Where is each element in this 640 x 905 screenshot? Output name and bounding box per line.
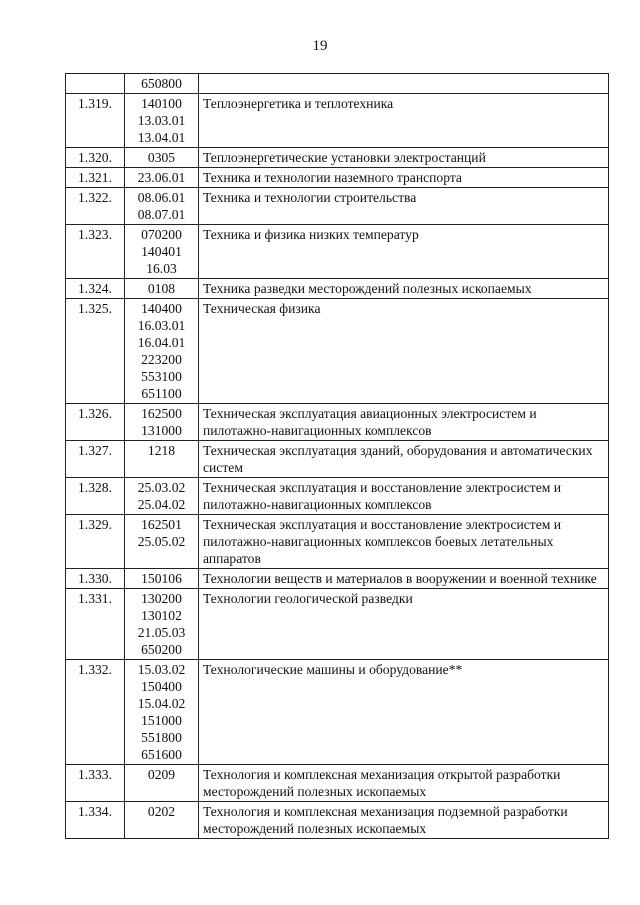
row-codes bbox=[125, 478, 199, 515]
specialty-code: 651600 bbox=[141, 747, 182, 762]
table-row bbox=[66, 404, 609, 441]
specialty-code: 162501 bbox=[141, 517, 182, 532]
table-row bbox=[66, 441, 609, 478]
row-codes bbox=[125, 299, 199, 404]
specialty-name: Технологические машины и оборудование** bbox=[199, 660, 609, 765]
row-number: 1.328. bbox=[66, 478, 125, 515]
specialty-code: 070200 bbox=[141, 227, 182, 242]
specialty-code: 13.04.01 bbox=[137, 130, 186, 145]
specialty-code: 16.03 bbox=[146, 261, 177, 276]
row-codes bbox=[125, 279, 199, 299]
row-number: 1.334. bbox=[66, 802, 125, 839]
specialty-code: 13.03.01 bbox=[137, 113, 186, 128]
row-number bbox=[66, 74, 125, 94]
row-number: 1.327. bbox=[66, 441, 125, 478]
row-codes bbox=[125, 589, 199, 660]
specialty-code: 553100 bbox=[141, 369, 182, 384]
specialty-code: 16.04.01 bbox=[137, 335, 186, 350]
specialty-code: 140400 bbox=[141, 301, 182, 316]
row-number: 1.324. bbox=[66, 279, 125, 299]
row-codes bbox=[125, 569, 199, 589]
row-number: 1.322. bbox=[66, 188, 125, 225]
table-row bbox=[66, 299, 609, 404]
row-codes bbox=[125, 148, 199, 168]
row-number: 1.332. bbox=[66, 660, 125, 765]
table-row bbox=[66, 188, 609, 225]
row-number: 1.323. bbox=[66, 225, 125, 279]
page-number: 19 bbox=[312, 38, 328, 54]
specialty-code: 150106 bbox=[141, 571, 182, 586]
row-number: 1.331. bbox=[66, 589, 125, 660]
specialty-name: Техника разведки месторождений полезных ископаемых bbox=[199, 279, 609, 299]
row-number: 1.333. bbox=[66, 765, 125, 802]
specialty-name: Техническая эксплуатация и восстановление электросистем и пилотажно-навигационных комплексов bbox=[199, 478, 609, 515]
row-codes bbox=[125, 404, 199, 441]
specialty-code: 140401 bbox=[141, 244, 182, 259]
specialty-name: Техника и физика низких температур bbox=[199, 225, 609, 279]
specialty-code: 130200 bbox=[141, 591, 182, 606]
row-codes bbox=[125, 188, 199, 225]
table-row bbox=[66, 589, 609, 660]
specialties-table bbox=[65, 73, 609, 839]
specialty-code: 131000 bbox=[141, 423, 182, 438]
table-row bbox=[66, 148, 609, 168]
specialty-code: 1218 bbox=[147, 443, 176, 458]
specialty-name: Техника и технологии строительства bbox=[199, 188, 609, 225]
row-number: 1.329. bbox=[66, 515, 125, 569]
table-row bbox=[66, 515, 609, 569]
table-row bbox=[66, 802, 609, 839]
specialty-name: Технологии веществ и материалов в вооружении и военной технике bbox=[199, 569, 609, 589]
table-row bbox=[66, 765, 609, 802]
specialty-code: 650800 bbox=[141, 76, 182, 91]
specialty-code: 130102 bbox=[141, 608, 182, 623]
specialty-code: 25.05.02 bbox=[137, 534, 186, 549]
specialty-name: Техническая эксплуатация и восстановление электросистем и пилотажно-навигационных комплексов боевых летательных аппаратов bbox=[199, 515, 609, 569]
specialty-code: 223200 bbox=[141, 352, 182, 367]
specialty-code: 0108 bbox=[147, 281, 176, 296]
row-number: 1.325. bbox=[66, 299, 125, 404]
specialty-code: 25.04.02 bbox=[137, 497, 186, 512]
table-row bbox=[66, 569, 609, 589]
row-codes bbox=[125, 441, 199, 478]
row-codes bbox=[125, 802, 199, 839]
specialty-code: 551800 bbox=[141, 730, 182, 745]
table-row bbox=[66, 660, 609, 765]
row-codes bbox=[125, 660, 199, 765]
specialty-code: 140100 bbox=[141, 96, 182, 111]
table-row bbox=[66, 225, 609, 279]
table-row bbox=[66, 168, 609, 188]
specialty-name: Теплоэнергетика и теплотехника bbox=[199, 94, 609, 148]
specialty-code: 15.03.02 bbox=[137, 662, 186, 677]
specialty-code: 151000 bbox=[141, 713, 182, 728]
specialty-name: Техническая эксплуатация авиационных электросистем и пилотажно-навигационных комплексов bbox=[199, 404, 609, 441]
row-codes bbox=[125, 94, 199, 148]
table-row bbox=[66, 478, 609, 515]
specialty-code: 25.03.02 bbox=[137, 480, 186, 495]
specialty-name: Теплоэнергетические установки электростанций bbox=[199, 148, 609, 168]
specialty-code: 0209 bbox=[147, 767, 176, 782]
row-codes bbox=[125, 765, 199, 802]
specialty-code: 15.04.02 bbox=[137, 696, 186, 711]
specialty-code: 08.06.01 bbox=[137, 190, 186, 205]
specialty-name: Техническая эксплуатация зданий, оборудования и автоматических систем bbox=[199, 441, 609, 478]
specialty-name: Технология и комплексная механизация подземной разработки месторождений полезных ископаемых bbox=[199, 802, 609, 839]
table-body bbox=[66, 74, 609, 839]
row-number: 1.320. bbox=[66, 148, 125, 168]
row-codes bbox=[125, 515, 199, 569]
row-number: 1.330. bbox=[66, 569, 125, 589]
row-number: 1.326. bbox=[66, 404, 125, 441]
specialty-name: Технологии геологической разведки bbox=[199, 589, 609, 660]
specialty-name: Технология и комплексная механизация открытой разработки месторождений полезных ископаемых bbox=[199, 765, 609, 802]
specialty-code: 21.05.03 bbox=[137, 625, 186, 640]
table-row bbox=[66, 94, 609, 148]
specialty-code: 150400 bbox=[141, 679, 182, 694]
row-codes bbox=[125, 168, 199, 188]
specialty-name: Техническая физика bbox=[199, 299, 609, 404]
specialty-code: 23.06.01 bbox=[137, 170, 186, 185]
table-row bbox=[66, 74, 609, 94]
specialty-code: 0305 bbox=[147, 150, 176, 165]
specialty-code: 08.07.01 bbox=[137, 207, 186, 222]
specialty-name: Техника и технологии наземного транспорта bbox=[199, 168, 609, 188]
specialty-code: 651100 bbox=[141, 386, 182, 401]
row-codes bbox=[125, 225, 199, 279]
table-row bbox=[66, 279, 609, 299]
specialty-name bbox=[199, 74, 609, 94]
row-number: 1.321. bbox=[66, 168, 125, 188]
specialty-code: 162500 bbox=[141, 406, 182, 421]
row-codes bbox=[125, 74, 199, 94]
specialty-code: 0202 bbox=[147, 804, 176, 819]
specialty-code: 16.03.01 bbox=[137, 318, 186, 333]
row-number: 1.319. bbox=[66, 94, 125, 148]
specialty-code: 650200 bbox=[141, 642, 182, 657]
